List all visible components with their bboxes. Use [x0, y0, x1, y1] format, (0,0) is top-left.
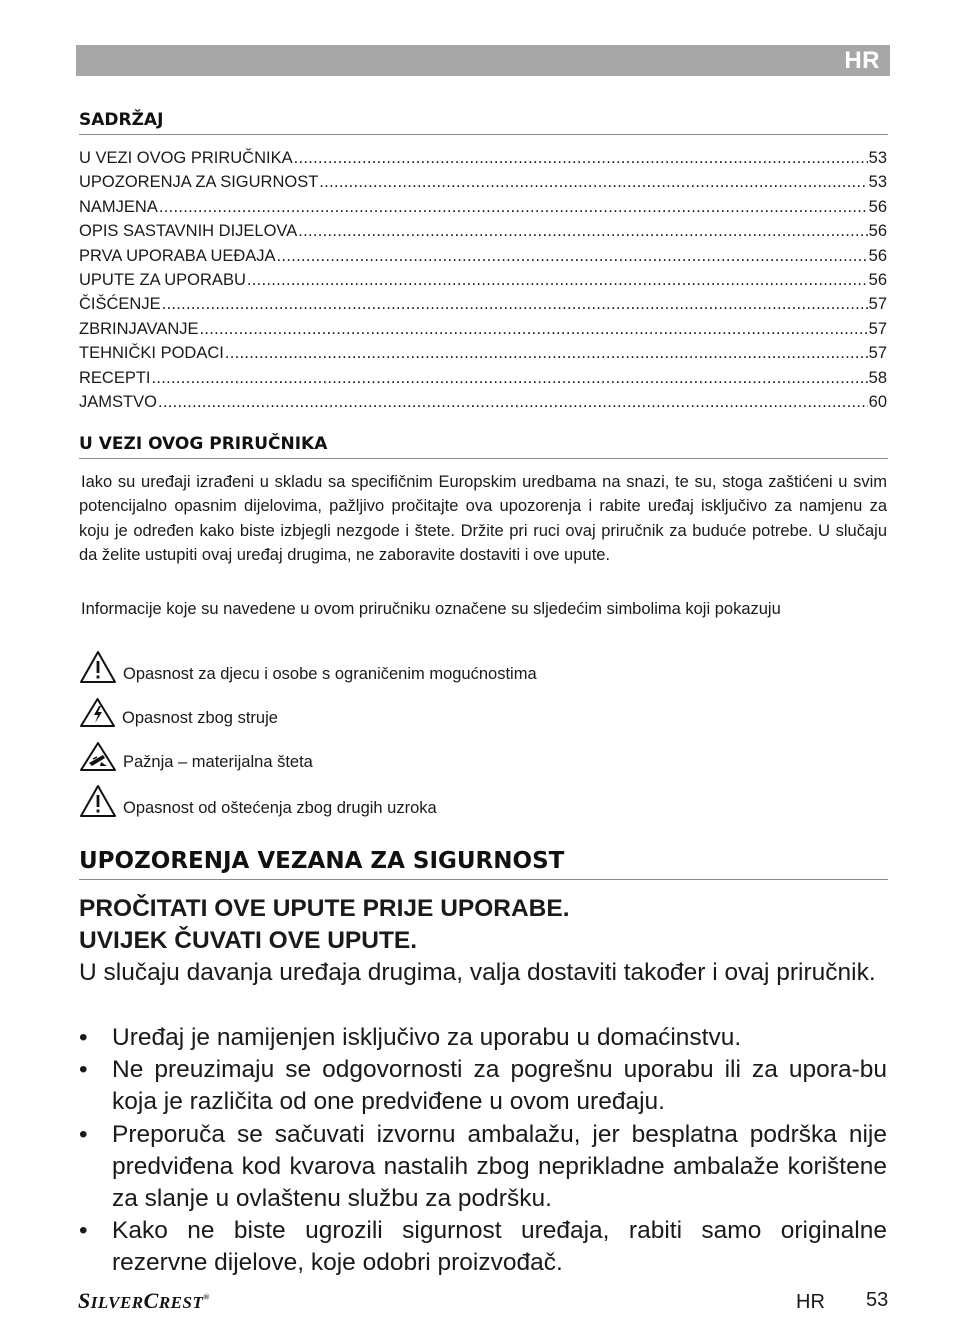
toc-entry-title: ČIŠĆENJE — [79, 295, 161, 314]
brand-logo — [78, 1288, 210, 1314]
toc-entry-title: RECEPTI — [79, 368, 151, 387]
toc-entry-title: NAMJENA — [79, 197, 158, 216]
toc-entry[interactable] — [79, 366, 887, 390]
table-of-contents — [79, 146, 887, 414]
footer-language: HR — [796, 1291, 825, 1313]
toc-entry[interactable] — [79, 219, 887, 243]
toc-entry-page: 57 — [868, 344, 887, 363]
registered-mark: ® — [203, 1292, 210, 1302]
toc-entry-title: ZBRINJAVANJE — [79, 319, 199, 338]
toc-entry-page: 56 — [868, 222, 887, 241]
toc-leader-dots — [277, 244, 868, 268]
toc-entry-title: JAMSTVO — [79, 392, 157, 411]
toc-entry[interactable] — [79, 146, 887, 170]
toc-leader-dots — [298, 219, 867, 243]
divider — [79, 879, 888, 880]
toc-entry-title: PRVA UPORABA UEĐAJA — [79, 246, 276, 265]
electric-hazard-icon — [79, 697, 116, 728]
safety-text — [79, 893, 887, 957]
list-item — [79, 1215, 887, 1279]
safety-bullet-list — [79, 1022, 887, 1280]
symbol-row — [79, 784, 437, 818]
toc-entry[interactable] — [79, 195, 887, 219]
bullet-text: Preporuča se sačuvati izvornu ambalažu, jer besplatna podrška nije predviđena kod kvarova nastalih zbog neprikladne ambalaže korištene za slanje u ovlaštenu službu za podršku. — [112, 1120, 887, 1213]
toc-leader-dots — [200, 317, 868, 341]
bullet-dot: • — [79, 1217, 88, 1245]
symbol-label: Opasnost zbog struje — [122, 709, 278, 727]
logo-text: ILVER — [90, 1293, 144, 1312]
toc-entry-title: UPOZORENJA ZA SIGURNOST — [79, 173, 319, 192]
logo-letter: C — [143, 1288, 159, 1313]
list-item — [79, 1119, 887, 1216]
bullet-dot: • — [79, 1024, 88, 1051]
toc-entry[interactable] — [79, 390, 887, 414]
toc-entry-page: 58 — [868, 368, 887, 387]
symbol-row — [79, 741, 313, 772]
toc-leader-dots — [247, 268, 868, 292]
toc-leader-dots — [158, 390, 868, 414]
symbol-label: Opasnost za djecu i osobe s ograničenim mogućnostima — [123, 665, 537, 683]
warning-triangle-icon — [79, 650, 117, 684]
toc-leader-dots — [159, 195, 868, 219]
language-badge: HR — [844, 47, 880, 74]
symbol-label: Opasnost od oštećenja zbog drugih uzroka — [123, 799, 437, 817]
toc-entry-page: 56 — [868, 270, 887, 289]
bullet-text: Kako ne biste ugrozili sigurnost uređaja, rabiti samo originalne rezervne dijelove, koje odobri proizvođač. — [112, 1217, 887, 1277]
toc-entry-page: 56 — [868, 246, 887, 265]
material-damage-icon — [79, 741, 117, 772]
about-paragraph-2: Informacije koje su navedene u ovom priručniku označene su sljedećim simbolima koji pokazuju — [81, 600, 781, 618]
bullet-text: Ne preuzimaju se odgovornosti za pogrešnu uporabu ili za upora-bu koja je različita od one predviđene u ovom uređaju. — [112, 1056, 887, 1116]
logo-text: REST — [158, 1293, 204, 1312]
contents-heading: SADRŽAJ — [79, 110, 164, 130]
symbol-label: Pažnja – materijalna šteta — [123, 753, 313, 771]
toc-entry-title: U VEZI OVOG PRIRUČNIKA — [79, 149, 293, 167]
bullet-dot: • — [79, 1056, 88, 1084]
divider — [79, 458, 888, 459]
toc-entry[interactable] — [79, 268, 887, 292]
page-number: 53 — [866, 1289, 889, 1311]
list-item — [79, 1054, 887, 1118]
symbol-row — [79, 650, 537, 684]
toc-entry-title: UPUTE ZA UPORABU — [79, 270, 246, 289]
safety-line-keep: UVIJEK ČUVATI OVE UPUTE. — [79, 927, 418, 955]
toc-entry-title: TEHNIČKI PODACI — [79, 344, 224, 363]
toc-entry[interactable] — [79, 292, 887, 316]
toc-entry[interactable] — [79, 317, 887, 341]
toc-entry-page: 56 — [868, 197, 887, 216]
toc-entry[interactable] — [79, 170, 887, 194]
toc-leader-dots — [152, 366, 868, 390]
toc-entry-page: 57 — [868, 295, 887, 314]
about-heading: U VEZI OVOG PRIRUČNIKA — [79, 434, 328, 454]
safety-intro: U slučaju davanja uređaja drugima, valja dostaviti također i ovaj priručnik. — [79, 959, 876, 986]
toc-leader-dots — [294, 146, 868, 170]
divider — [79, 134, 888, 135]
toc-entry[interactable] — [79, 244, 887, 268]
toc-entry[interactable] — [79, 341, 887, 365]
symbol-row — [79, 697, 278, 728]
warning-triangle-icon — [79, 784, 117, 818]
toc-leader-dots — [225, 341, 868, 365]
bullet-dot: • — [79, 1120, 88, 1148]
toc-entry-page: 53 — [868, 173, 887, 192]
about-paragraph-1: Iako su uređaji izrađeni u skladu sa specifičnim Europskim uredbama na snazi, te su, stoga zaštićeni u svim potencijalno opasnim dijelovima, pažljivo pročitajte ova upozorenja i rabite uređaj isključivo za namjenu za koju je određen kako biste izbjegli nezgode i štete. Držite pri ruci ovaj priručnik za buduće potrebe. U slučaju da želite ustupiti ovaj uređaj drugima, ne zaboravite dostaviti i ove upute. — [79, 473, 887, 564]
safety-line-read: PROČITATI OVE UPUTE PRIJE UPORABE. — [79, 895, 570, 922]
safety-heading: UPOZORENJA VEZANA ZA SIGURNOST — [79, 848, 565, 874]
toc-entry-page: 57 — [868, 319, 887, 338]
toc-entry-page: 53 — [868, 149, 887, 167]
toc-entry-page: 60 — [868, 392, 887, 411]
header-bar — [76, 45, 890, 76]
logo-letter: S — [78, 1288, 91, 1313]
list-item — [79, 1022, 887, 1054]
toc-leader-dots — [319, 170, 867, 194]
toc-leader-dots — [162, 292, 868, 316]
bullet-text: Uređaj je namijenjen isključivo za uporabu u domaćinstvu. — [112, 1024, 742, 1051]
toc-entry-title: OPIS SASTAVNIH DIJELOVA — [79, 222, 298, 241]
